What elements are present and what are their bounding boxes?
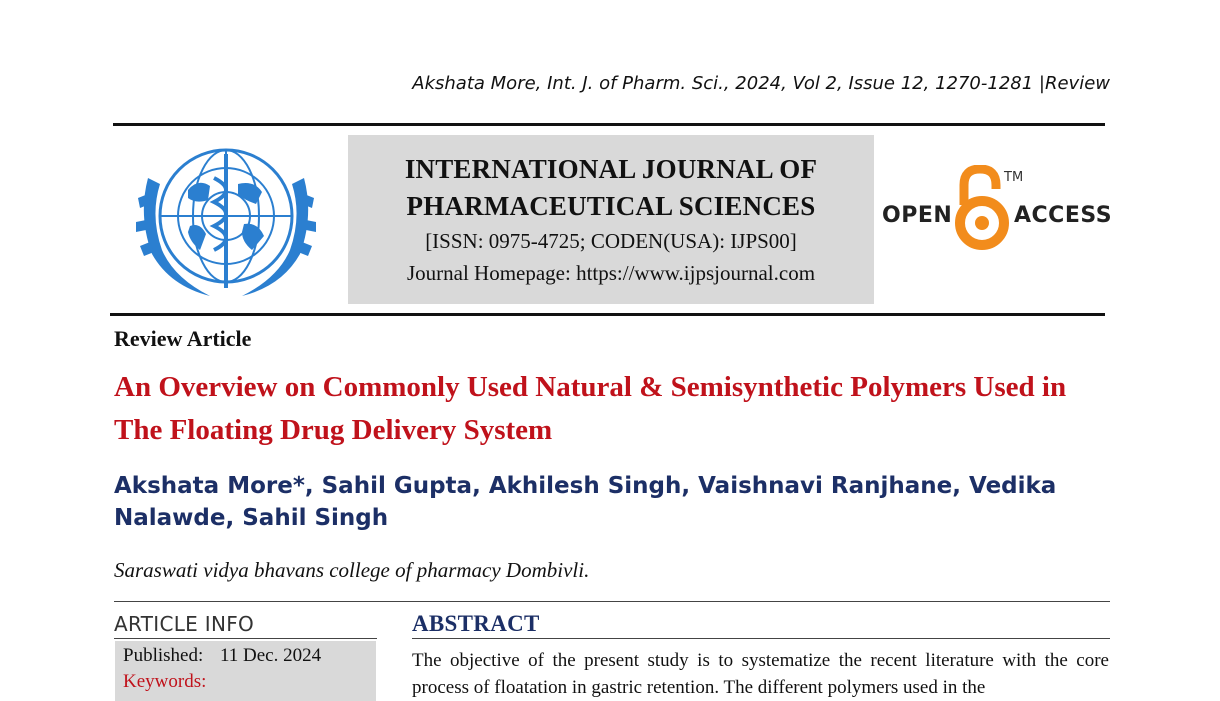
journal-banner [348, 135, 874, 304]
keywords-label: Keywords: [123, 671, 207, 692]
article-info-rule [114, 638, 377, 639]
abstract-rule [412, 638, 1110, 639]
abstract-heading: ABSTRACT [412, 611, 540, 636]
journal-homepage[interactable]: Journal Homepage: https://www.ijpsjournal.com [406, 261, 816, 285]
open-access-access-text: ACCESS [1014, 203, 1113, 228]
open-access-logo [880, 165, 1113, 255]
citation-header: Akshata More, Int. J. of Pharm. Sci., 2024, Vol 2, Issue 12, 1270-1281 |Review [412, 73, 1110, 94]
journal-title-line-2: PHARMACEUTICAL SCIENCES [406, 191, 816, 221]
published-row [123, 645, 321, 667]
article-affiliation: Saraswati vidya bhavans college of pharmacy Dombivli. [114, 558, 590, 582]
section-divider [114, 601, 1110, 602]
journal-title-line-1: INTERNATIONAL JOURNAL OF [404, 154, 818, 184]
abstract-text: The objective of the present study is to systematize the recent literature with the core process of floatation in gastric retention. The different polymers used in the [412, 650, 1109, 698]
open-access-open-text: OPEN [882, 203, 953, 228]
article-title: An Overview on Commonly Used Natural & Semisynthetic Polymers Used in The Floating Drug Delivery System [114, 371, 1067, 446]
who-emblem-icon [126, 138, 326, 306]
header-rule-bottom [110, 313, 1105, 316]
header-rule-top [113, 123, 1105, 126]
open-access-lock-icon [952, 165, 1012, 251]
article-authors: Akshata More*, Sahil Gupta, Akhilesh Singh, Vaishnavi Ranjhane, Vedika Nalawde, Sahil Singh [114, 473, 1057, 531]
article-type: Review Article [114, 326, 252, 351]
published-value: 11 Dec. 2024 [219, 645, 322, 666]
open-access-trademark: TM [1004, 170, 1024, 185]
article-info-heading: ARTICLE INFO [114, 612, 255, 636]
article-info-box [115, 641, 376, 701]
published-label: Published: [123, 645, 204, 666]
journal-issn: [ISSN: 0975-4725; CODEN(USA): IJPS00] [425, 229, 797, 253]
